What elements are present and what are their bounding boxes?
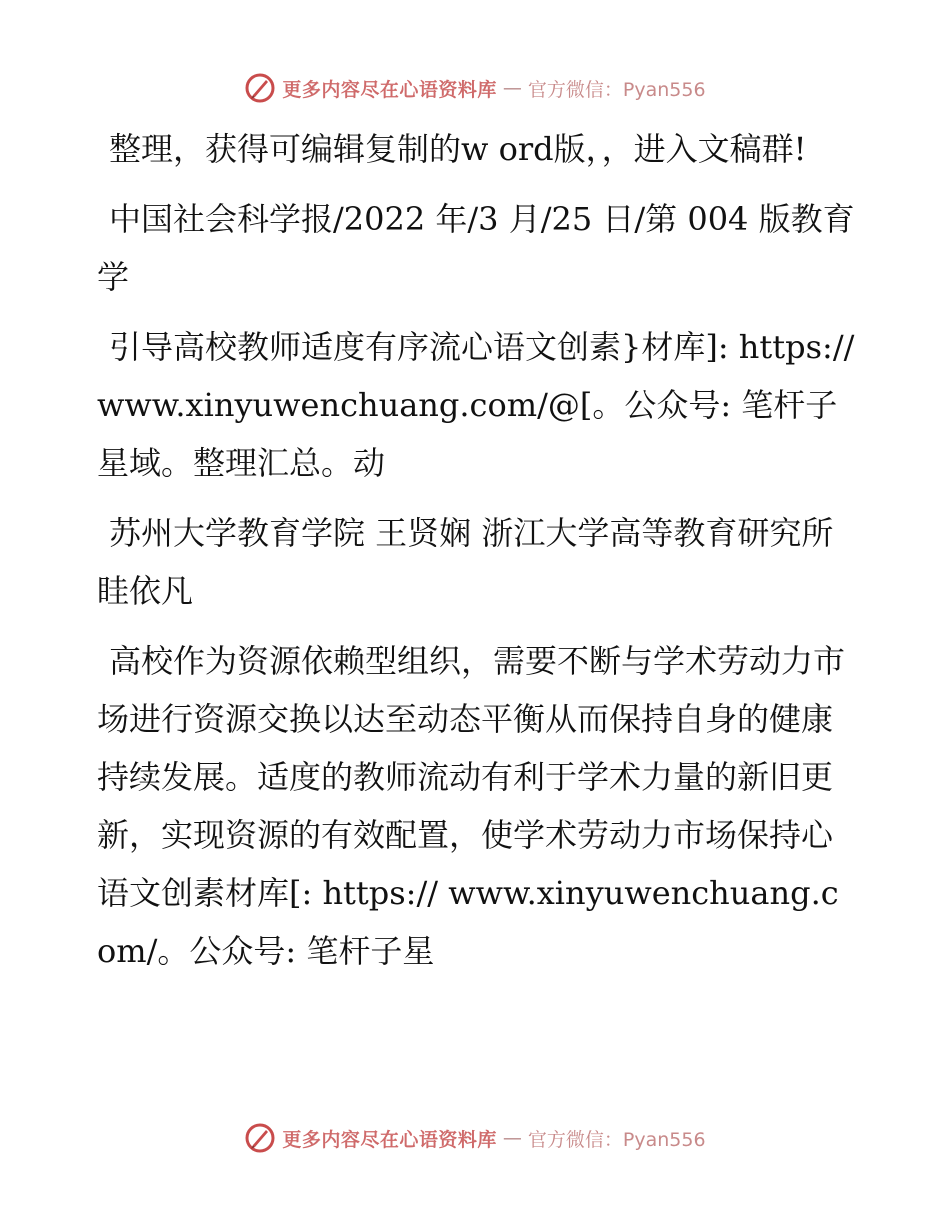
paragraph-intro: 整理，获得可编辑复制的w ord版，，进入文稿群!: [109, 130, 807, 168]
watermark-text: 更多内容尽在心语资料库: [282, 1128, 497, 1151]
document-body: [97, 120, 857, 992]
watermark-contact: 官方微信：Pyan556: [527, 78, 706, 101]
watermark-separator: —: [502, 77, 522, 99]
watermark-text: 更多内容尽在心语资料库: [282, 78, 497, 101]
quill-logo-icon: [244, 72, 276, 104]
footer-watermark: [0, 1122, 950, 1154]
paragraph-source: 中国社会科学报/2022 年/3 月/25 日/第 004 版教育学: [97, 200, 855, 296]
paragraph-authors: 苏州大学教育学院 王贤娴 浙江大学高等教育研究所 眭依凡: [97, 514, 834, 610]
paragraph-title: 引导高校教师适度有序流心语文创素}材库]: https://www.xinyuwenchuang.com/@[。公众号: 笔杆子星域。整理汇总。动: [97, 328, 855, 482]
header-watermark: [0, 72, 950, 104]
watermark-contact: 官方微信：Pyan556: [527, 1128, 706, 1151]
quill-logo-icon: [244, 1122, 276, 1154]
watermark-separator: —: [502, 1127, 522, 1149]
paragraph-body: 高校作为资源依赖型组织，需要不断与学术劳动力市场进行资源交换以达至动态平衡从而保持自身的健康持续发展。适度的教师流动有利于学术力量的新旧更新，实现资源的有效配置，使学术劳动力市场保持心语文创素材库[: https:// www.xinyuwenchuang.com/。公众号: 笔杆子星: [97, 642, 846, 970]
